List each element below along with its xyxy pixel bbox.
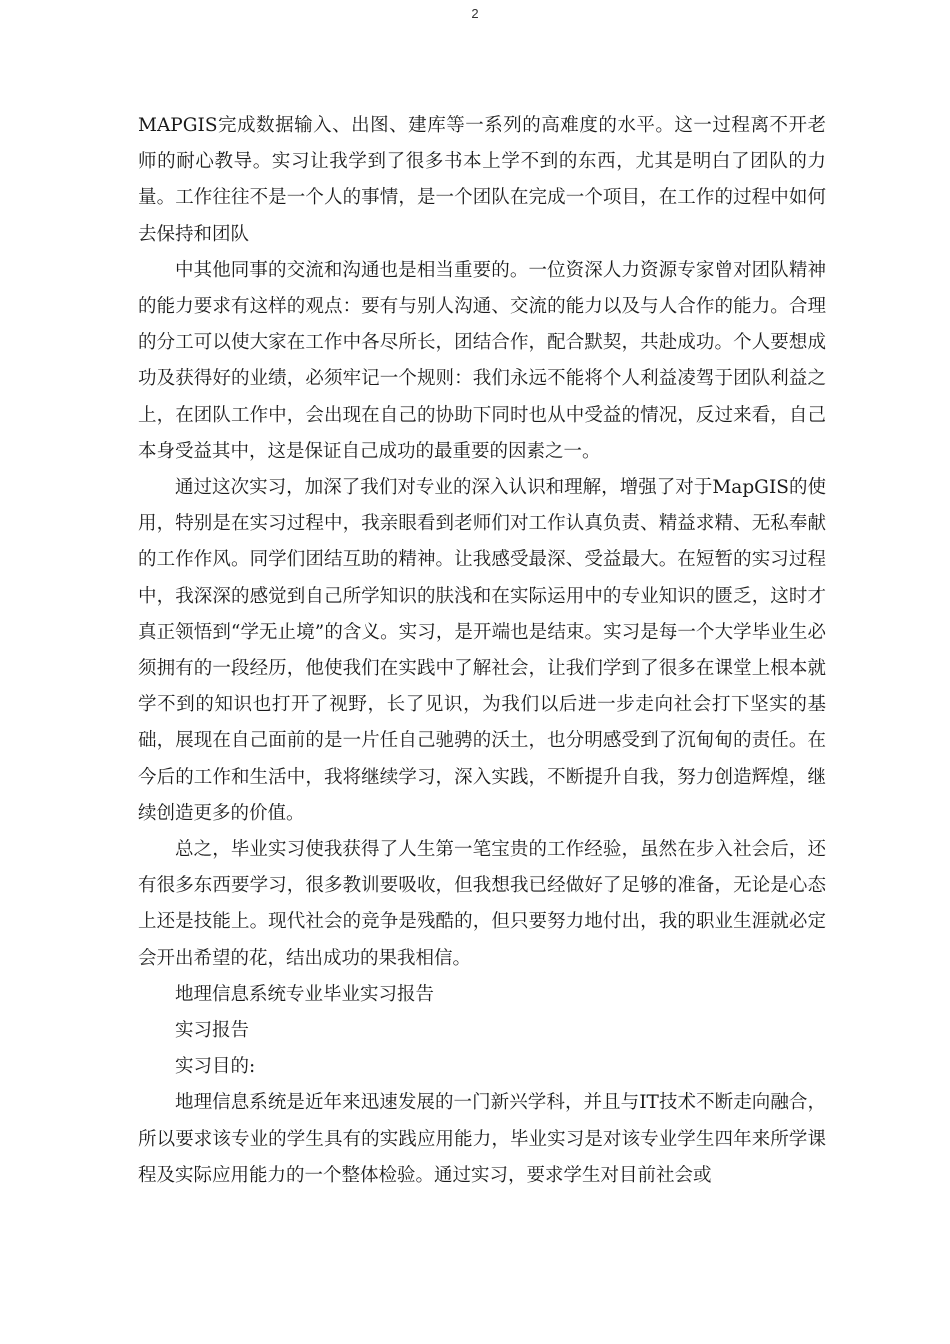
section-heading: 实习报告: [175, 1020, 250, 1042]
paragraph: MAPGIS完成数据输入、出图、建库等一系列的高难度的水平。这一过程离不开老师的耐心教导。实习让我学到了很多书本上学不到的东西，尤其是明白了团队的力量。工作往往不是一个人的事情，是一个团队在完成一个项目，在工作的过程中如何去保持和团队: [138, 115, 826, 245]
paragraph: 总之，毕业实习使我获得了人生第一笔宝贵的工作经验，虽然在步入社会后，还有很多东西要学习，很多教训要吸收，但我想我已经做好了足够的准备，无论是心态上还是技能上。现代社会的竞争是残酷的，但只要努力地付出，我的职业生涯就必定会开出希望的花，结出成功的果我相信。: [138, 839, 826, 969]
report-title: 地理信息系统专业毕业实习报告: [175, 983, 435, 1005]
paragraph: 通过这次实习，加深了我们对专业的深入认识和理解，增强了对于MapGIS的使用，特别是在实习过程中，我亲眼看到老师们对工作认真负责、精益求精、无私奉献的工作作风。同学们团结互助的精神。让我感受最深、受益最大。在短暂的实习过程中，我深深的感觉到自己所学知识的肤浅和在实际运用中的专业知识的匮乏，这时才真正领悟到“学无止境”的含义。实习，是开端也是结束。实习是每一个大学毕业生必须拥有的一段经历，他使我们在实践中了解社会，让我们学到了很多在课堂上根本就学不到的知识也打开了视野，长了见识，为我们以后进一步走向社会打下坚实的基础，展现在自己面前的是一片任自己驰骋的沃土，也分明感受到了沉甸甸的责任。在今后的工作和生活中，我将继续学习，深入实践，不断提升自我，努力创造辉煌，继续创造更多的价值。: [138, 477, 826, 824]
paragraph: 中其他同事的交流和沟通也是相当重要的。一位资深人力资源专家曾对团队精神的能力要求有这样的观点：要有与别人沟通、交流的能力以及与人合作的能力。合理的分工可以使大家在工作中各尽所长，团结合作，配合默契，共赴成功。个人要想成功及获得好的业绩，必须牢记一个规则：我们永远不能将个人利益凌驾于团队利益之上，在团队工作中，会出现在自己的协助下同时也从中受益的情况，反过来看，自己本身受益其中，这是保证自己成功的最重要的因素之一。: [138, 259, 826, 462]
paragraph: 地理信息系统是近年来迅速发展的一门新兴学科，并且与IT技术不断走向融合，所以要求该专业的学生具有的实践应用能力，毕业实习是对该专业学生四年来所学课程及实际应用能力的一个整体检验。通过实习，要求学生对目前社会或: [138, 1092, 826, 1186]
subsection-heading: 实习目的:: [175, 1056, 256, 1078]
page-number: 2: [471, 6, 479, 21]
document-body: [138, 108, 826, 1194]
